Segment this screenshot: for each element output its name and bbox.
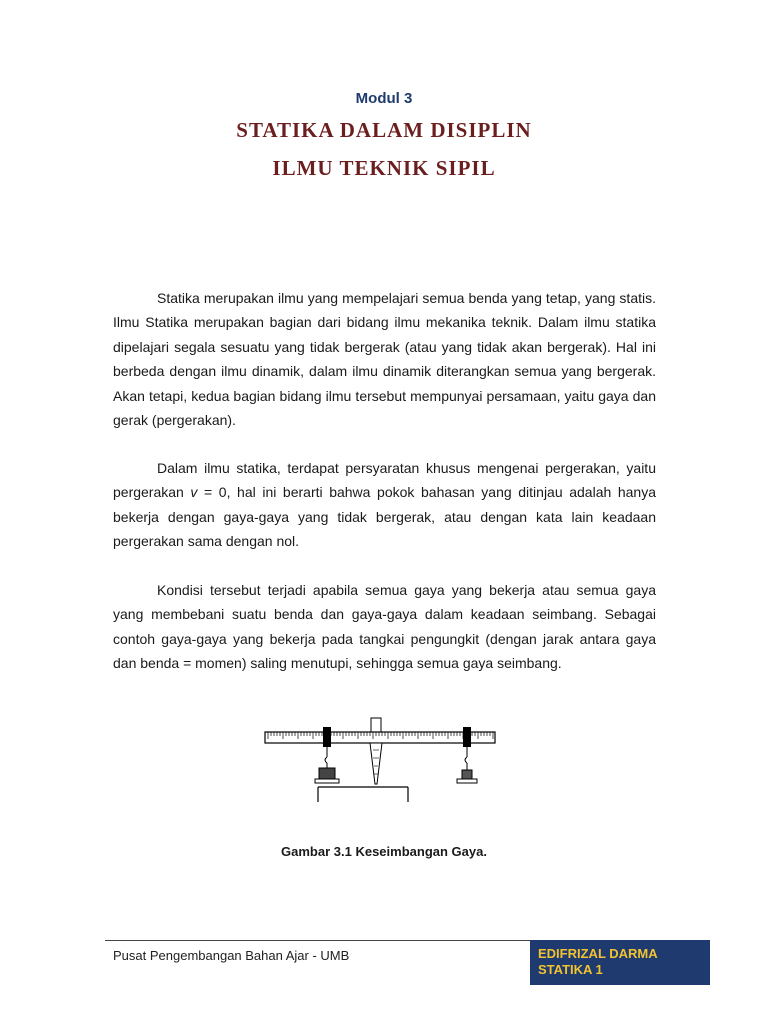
- footer-author: EDIFRIZAL DARMA: [538, 946, 658, 961]
- figure-caption: Gambar 3.1 Keseimbangan Gaya.: [281, 844, 487, 859]
- paragraph-2-start: Dalam ilmu statika, terdapat persyaratan khusus mengenai pergerakan, yaitu pergerakan: [113, 460, 656, 501]
- paragraph-1: Statika merupakan ilmu yang mempelajari semua benda yang tetap, yang statis. Ilmu Statika merupakan bagian dari bidang ilmu mekanika teknik. Dalam ilmu statika dipelajari segala sesuatu yang tidak bergerak (atau yang tidak akan bergerak). Hal ini berbeda dengan ilmu dinamik, dalam ilmu dinamik diterangkan semua yang bergerak. Akan tetapi, kedua bagian bidang ilmu tersebut mempunyai persamaan, yaitu gaya dan gerak (pergerakan).: [113, 290, 656, 429]
- footer-course: STATIKA 1: [538, 962, 603, 977]
- lever-balance-figure: [260, 712, 500, 802]
- velocity-variable: v: [190, 484, 198, 501]
- paragraph-2: [113, 456, 656, 554]
- paragraph-2-end: = 0, hal ini berarti bahwa pokok bahasan yang ditinjau adalah hanya bekerja dengan gaya-gaya yang tidak bergerak, atau dengan kata lain keadaan pergerakan sama dengan nol.: [113, 484, 656, 550]
- title-line-1: STATIKA DALAM DISIPLIN: [236, 118, 532, 142]
- paragraph-3: Kondisi tersebut terjadi apabila semua gaya yang bekerja atau semua gaya yang membebani suatu benda dan gaya-gaya dalam keadaan seimbang. Sebagai contoh gaya-gaya yang bekerja pada tangkai pengungkit (dengan jarak antara gaya dan benda = momen) saling menutupi, sehingga semua gaya seimbang.: [113, 582, 656, 672]
- footer-rule: [105, 940, 530, 941]
- title-line-2: ILMU TEKNIK SIPIL: [272, 156, 496, 180]
- module-label: Modul 3: [355, 90, 413, 107]
- lever-balance-illustration: [260, 712, 500, 802]
- footer-institution: Pusat Pengembangan Bahan Ajar - UMB: [113, 948, 350, 963]
- footer-author-box: [530, 940, 710, 985]
